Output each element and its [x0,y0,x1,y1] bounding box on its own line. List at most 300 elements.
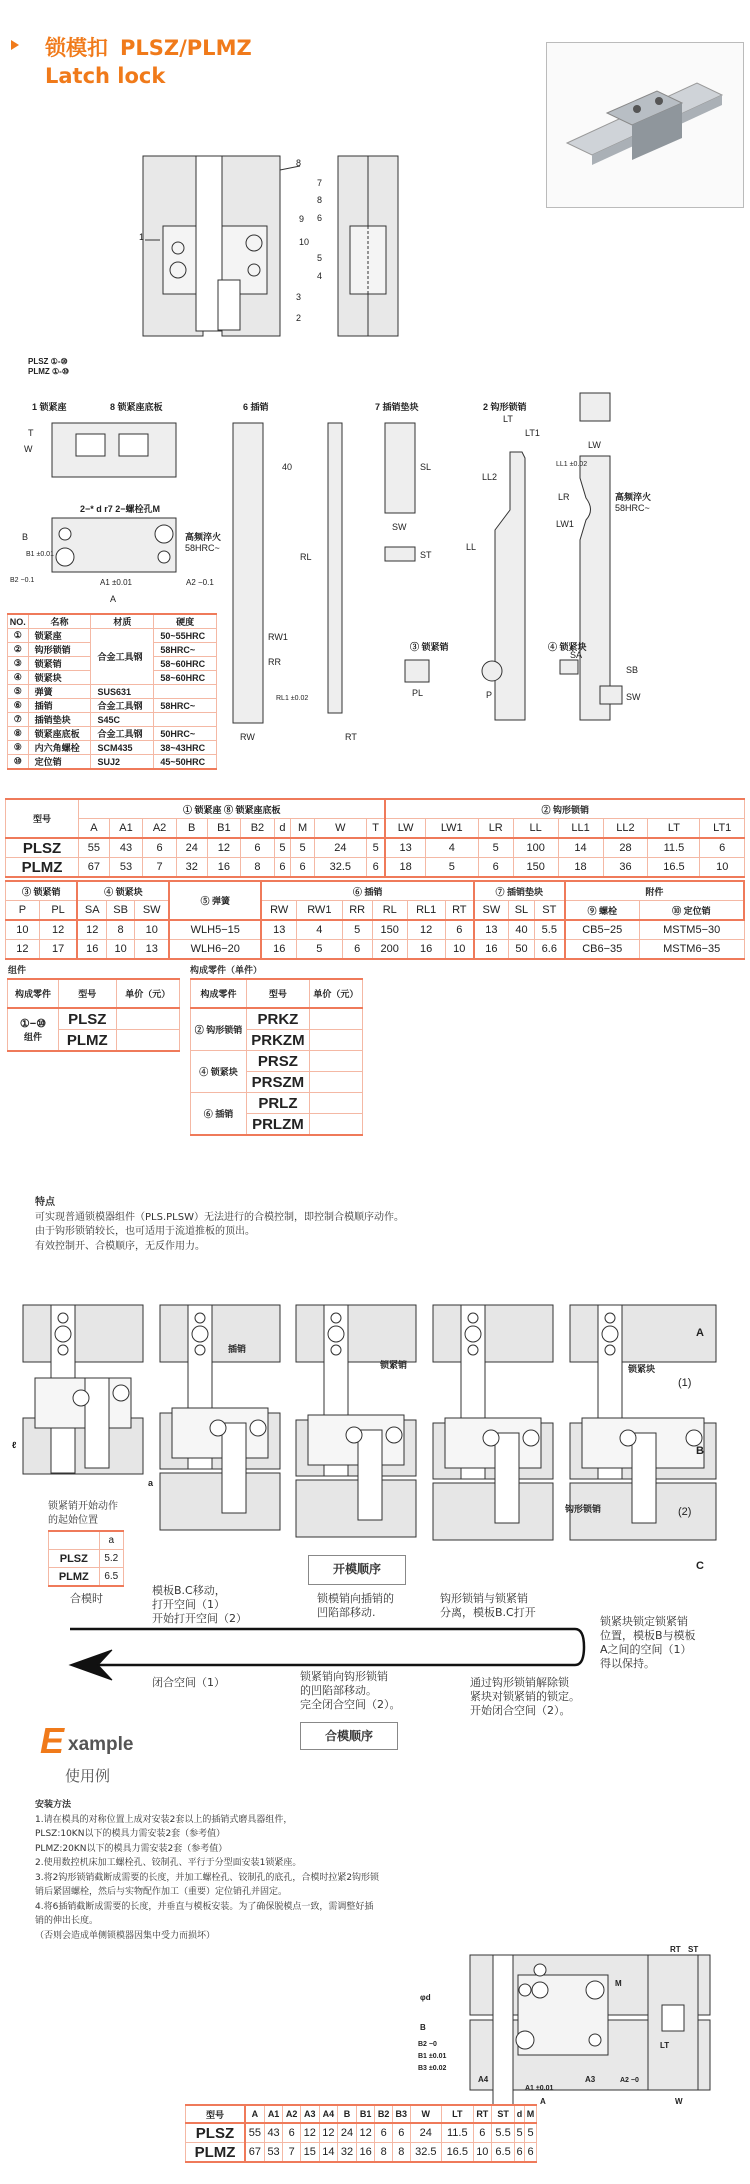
callout-3: 3 [296,292,302,302]
feature-line: 由于钩形锁销较长，也可适用于流道推板的顶出。 [35,1226,255,1237]
single-header-row [191,979,363,1008]
step-line: 锁紧块锁定锁紧销 [600,1615,688,1628]
material-cell: 合金工具钢 [91,699,154,713]
dim-LL: LL [466,542,477,552]
column-header: RR [342,901,372,921]
column-header: M [291,819,315,839]
bolt-circle [58,1345,68,1355]
value-cell: 8 [375,2143,393,2163]
label-part-1: 1 锁紧座 [32,402,67,412]
column-header: LT [648,819,700,839]
column-header: SL [508,901,534,921]
dim-LT1: LT1 [525,428,540,438]
install-line: 销的伸出长度。 [35,1916,99,1926]
value-cell: 16 [207,858,241,878]
column-header: A1 [264,2105,283,2123]
label-lock-block: 锁紧块 [628,1364,656,1374]
dim-SL: SL [420,462,432,472]
value-cell: 6 [366,858,385,878]
value-cell: 13 [261,920,296,940]
material-header-cell: 名称 [28,614,91,629]
value-cell: 5 [425,858,478,878]
product-photo [546,42,744,208]
material-header-cell: 材质 [91,614,154,629]
value-cell: 6 [515,2143,525,2163]
column-header: d [274,819,291,839]
value-cell: 6 [525,2143,537,2163]
column-header: d [515,2105,525,2123]
start-position-title [48,1500,118,1528]
value-cell: 43 [109,838,143,858]
bolt-circle [465,1326,481,1342]
dim-40: 40 [282,462,293,472]
ex-dim-A: A [540,2097,546,2106]
value-cell: 32.5 [410,2143,441,2163]
ex-dim-LT: LT [660,2041,670,2050]
section-marker-icon [11,40,19,50]
column-header: LW [385,819,425,839]
material-cell [154,713,217,727]
dim-A: A [110,594,117,604]
dim-RL: RL [300,552,312,562]
value-cell: 55 [79,838,110,858]
value-cell: 4 [425,838,478,858]
applies-plsz: PLSZ ①-⑩ [28,357,68,366]
title-model: PLSZ/PLMZ [120,36,252,60]
material-cell: 50HRC~ [154,727,217,741]
ex-dim-W: W [675,2097,683,2106]
value-cell: 14 [319,2143,338,2163]
hook-pin [222,1423,246,1513]
column-header: SW [474,901,509,921]
step-line: 闭合空间（1） [152,1676,225,1689]
table-row [6,920,745,940]
column-header: SW [135,901,170,921]
single-model: PRLZM [247,1114,310,1136]
value-cell: 10 [700,858,745,878]
start-pos-value: 6.5 [99,1568,123,1587]
bolt-circle [55,1326,71,1342]
column-header: LL1 [558,819,603,839]
value-cell: 17 [39,940,77,960]
step-line: 通过钩形锁销解除锁 [470,1676,569,1689]
value-cell: 11.5 [648,838,700,858]
label-plate-a: A [696,1327,704,1339]
value-cell: 12 [207,838,241,858]
dim-RW1: RW1 [268,632,288,642]
column-header: W [410,2105,441,2123]
value-cell: 12 [300,2123,319,2143]
material-cell: ⑦ [8,713,29,727]
callout-9: 9 [299,214,305,224]
sequence-panels [23,1305,716,1540]
callout-8b: 8 [317,195,323,205]
step-line: 紧块对锁紧销的锁定。 [470,1690,580,1703]
example-title: xample [68,1734,134,1755]
column-header: RW [261,901,296,921]
value-cell: 12 [77,920,106,940]
sets-header-cell: 型号 [58,979,116,1008]
value-cell: 13 [135,940,170,960]
material-cell: ⑧ [8,727,29,741]
start-pos-line: 锁紧销开始动作 [48,1501,118,1512]
sets-header-cell: 构成零件 [8,979,59,1008]
table-row [191,1008,363,1030]
column-header: LL [513,819,558,839]
install-line: 1.请在模具的对称位置上成对安装2套以上的插销式磨具器组件， [35,1814,293,1825]
value-cell: 16.5 [648,858,700,878]
lock-pin-circle [346,1427,362,1443]
group-header: ⑤ 弹簧 [169,881,261,920]
material-cell: 弹簧 [28,685,91,699]
column-header: LT1 [700,819,745,839]
dim-SA: SA [570,650,583,660]
dim-A1: A1 ±0.01 [100,578,132,587]
callout-1: 1 [139,232,145,242]
value-cell: 12 [319,2123,338,2143]
value-cell: 150 [513,858,558,878]
bolt-circle [468,1313,478,1323]
dim-LT: LT [503,414,513,424]
material-cell: ⑤ [8,685,29,699]
column-header: B3 [392,2105,410,2123]
group-header: ③ 锁紧销 [6,881,78,901]
step-line: 锁紧销向钩形锁销 [300,1670,388,1683]
dim-B: B [22,532,29,542]
column-header: SB [107,901,135,921]
value-cell: 12 [407,920,445,940]
plate-c [296,1480,416,1537]
callout-6: 6 [317,213,323,223]
single-part-cell: ⑥ 插销 [191,1093,247,1136]
column-header: M [525,2105,537,2123]
dim-SB: SB [626,665,639,675]
callout-10: 10 [299,237,310,247]
column-header: RT [445,901,474,921]
material-cell: 锁紧座底板 [28,727,91,741]
value-cell: 6 [283,2123,301,2143]
material-cell: ⑨ [8,741,29,755]
column-header: RL [372,901,407,921]
material-cell: 锁紧座 [28,629,91,643]
step-line: 钩形锁销与锁紧销 [440,1592,528,1605]
material-cell: 插销垫块 [28,713,91,727]
example-header-row [186,2105,537,2123]
single-price [309,1072,362,1093]
value-cell: 32 [338,2143,357,2163]
table-row [186,2123,537,2143]
column-header: ⑩ 定位销 [639,901,744,921]
bolt-circle [523,1430,539,1446]
ex-dim-A4: A4 [478,2075,489,2084]
value-cell: 5 [342,920,372,940]
value-cell: 53 [109,858,143,878]
label-plate-c: C [696,1560,704,1572]
dimension-table-2 [5,880,745,960]
install-line: 4.将6插销截断成需要的长度，并垂直与模板安装。为了确保脱模点一致，需调整好插 [35,1901,374,1912]
material-cell: 内六角螺栓 [28,741,91,755]
column-header: ⑨ 螺栓 [565,901,640,921]
value-cell: CB6−35 [565,940,640,960]
label-a: a [148,1478,154,1488]
value-cell: 5 [291,838,315,858]
sets-model: PLSZ [58,1008,116,1030]
single-parts-table [190,978,363,1136]
value-cell: 100 [513,838,558,858]
install-line: PLSZ:10KN以下的模具力需安装2套（参考值） [35,1829,226,1839]
dim-T: T [28,428,34,438]
value-cell: 5 [297,940,342,960]
step-line: 模板B.C移动， [152,1584,226,1597]
value-cell: 11.5 [442,2123,473,2143]
single-header-cell: 单价（元） [309,979,362,1008]
table-row [6,858,745,878]
value-cell: 24 [338,2123,357,2143]
value-cell: 5 [274,838,291,858]
value-cell: 24 [410,2123,441,2143]
material-cell: SCM435 [91,741,154,755]
column-header: A2 [283,2105,301,2123]
plate-a [570,1305,716,1362]
single-price [309,1008,362,1030]
sets-header-cell: 单价（元） [116,979,179,1008]
value-cell: 6 [375,2123,393,2143]
lock-pin-circle [620,1430,636,1446]
column-header: T [366,819,385,839]
dim-ST: ST [420,550,432,560]
feature-line: 有效控制开、合模顺序，无反作用力。 [35,1240,205,1252]
value-cell: 18 [385,858,425,878]
value-cell: 8 [241,858,275,878]
ex-dim-B1: B1 ±0.01 [418,2053,447,2060]
dim-W: W [24,444,33,454]
bolt-circle [386,1427,402,1443]
column-header: B2 [375,2105,393,2123]
hook-pin [85,1378,109,1468]
bolt-circle [113,1385,129,1401]
group-header: 附件 [565,881,744,901]
single-model: PRLZ [247,1093,310,1114]
open-order-box: 开模顺序 [308,1555,406,1585]
value-cell: 13 [385,838,425,858]
column-header: A1 [109,819,143,839]
single-model: PRKZM [247,1030,310,1051]
material-cell: S45C [91,713,154,727]
column-header: LT [442,2105,473,2123]
dim-P: P [486,690,493,700]
column-header: PL [39,901,77,921]
dim-LW: LW [588,440,601,450]
material-cell: 38~43HRC [154,741,217,755]
single-parts-title: 构成零件（单件） [190,966,263,976]
group-header: ⑦ 插销垫块 [474,881,565,901]
value-cell: 6 [274,858,291,878]
label-hardening-1: 高频淬火 [185,532,222,542]
material-cell: 58~60HRC [154,671,217,685]
lock-pin-circle [73,1390,89,1406]
callout-5: 5 [317,253,323,263]
single-part-cell: ② 钩形锁销 [191,1008,247,1051]
plate-a [23,1305,143,1362]
bolt-circle [328,1326,344,1342]
single-price [309,1030,362,1051]
plate-a [160,1305,280,1362]
value-cell: 24 [314,838,366,858]
value-cell: 5.5 [534,920,564,940]
install-line: 2.使用数控机床加工螺栓孔、铰制孔、平行于分型面安装1锁紧座。 [35,1858,302,1868]
open-step [317,1592,394,1620]
applies-plmz: PLMZ ①-⑩ [28,367,70,376]
install-title: 安装方法 [35,1800,72,1810]
material-cell: 50~55HRC [154,629,217,643]
ex-dim-A3: A3 [585,2075,596,2084]
callout-2: 2 [296,313,302,323]
group-header: ② 钩形锁销 [385,799,744,819]
bolt-circle [605,1345,615,1355]
install-line: 3.将2钩形锁销截断成需要的长度，并加工螺栓孔、铰制孔的底孔，合模时拉紧2钩形锁 [35,1872,380,1883]
callout-7: 7 [317,178,323,188]
material-cell: ⑥ [8,699,29,713]
dim2-column-row [6,901,745,921]
value-cell: WLH6−20 [169,940,261,960]
label-space-1: (1) [678,1377,692,1389]
feature-line: 可实现普通锁模器组件（PLS.PLSW）无法进行的合模控制，即控制合模顺序动作。 [35,1211,404,1223]
label-pin: 插销 [228,1344,247,1354]
model-cell: PLMZ [186,2143,245,2163]
column-header: B1 [207,819,241,839]
table-row [6,940,745,960]
open-step [440,1592,536,1620]
material-row [8,699,217,713]
step-line: 分离，模板B.C打开 [440,1606,536,1619]
locked-step [600,1615,696,1671]
table-row [191,1093,363,1114]
label-part-6: 6 插销 [243,402,269,412]
material-cell: ① [8,629,29,643]
label-hook-pin: 钩形锁销 [565,1504,602,1514]
value-cell: 6 [291,858,315,878]
group-header: ⑥ 插销 [261,881,474,901]
model-cell: PLSZ [186,2123,245,2143]
column-header: W [314,819,366,839]
material-row [8,629,217,643]
dim-RR: RR [268,657,281,667]
lock-pin-circle [483,1430,499,1446]
value-cell: 16 [356,2143,375,2163]
example-table [185,2104,537,2163]
value-cell: 13 [474,920,509,940]
sets-part-sub: 组件 [23,1031,42,1042]
ex-dim-B3: B3 ±0.02 [418,2065,447,2072]
value-cell: 6.5 [492,2143,515,2163]
value-cell: 5 [515,2123,525,2143]
close-order-box: 合模顺序 [300,1722,398,1750]
lock-pin-circle [210,1420,226,1436]
bolt-circle [331,1313,341,1323]
column-header: B1 [356,2105,375,2123]
value-cell: 15 [300,2143,319,2163]
plate-a [296,1305,416,1362]
dim1-column-row [6,819,745,839]
bolt-circle [686,1430,702,1446]
material-cell: 钩形锁销 [28,643,91,657]
value-cell: 6 [241,838,275,858]
sets-price [116,1008,179,1030]
model-cell: PLSZ [6,838,79,858]
dim-SW: SW [392,522,407,532]
material-cell: ⑩ [8,755,29,770]
value-cell: 6 [700,838,745,858]
column-header: A [245,2105,264,2123]
label-part-4: ④ 锁紧块 [548,642,587,652]
material-cell: SUJ2 [91,755,154,770]
step-line: 打开空间（1） [152,1598,225,1611]
ex-dim-B: B [420,2023,426,2032]
value-cell: 16 [407,940,445,960]
single-model: PRKZ [247,1008,310,1030]
material-cell: 合金工具钢 [91,629,154,685]
column-header: B [338,2105,357,2123]
value-cell: 6 [143,838,177,858]
table-row [186,2143,537,2163]
dim-A2: A2 −0.1 [186,578,214,587]
hook-pin [632,1433,656,1523]
material-cell: 锁紧块 [28,671,91,685]
dim-B2: B2 −0.1 [10,577,35,584]
start-position-table [48,1530,124,1587]
value-cell: 36 [603,858,648,878]
features-title: 特点 [35,1197,55,1208]
value-cell: 5 [478,838,513,858]
assembly-drawing [143,156,398,336]
material-cell: SUS631 [91,685,154,699]
group-header: ① 锁紧座 ⑧ 锁紧座底板 [79,799,386,819]
value-cell: 12 [39,920,77,940]
bolt-circle [195,1345,205,1355]
column-header: LL2 [603,819,648,839]
install-instructions [35,1798,379,1943]
material-row [8,741,217,755]
dim-LL1: LL1 ±0.02 [556,461,588,468]
value-cell: 67 [245,2143,264,2163]
features [35,1196,404,1254]
value-cell: 16 [474,940,509,960]
bolt-circle [250,1420,266,1436]
single-header-cell: 型号 [247,979,310,1008]
single-part-cell: ④ 锁紧块 [191,1051,247,1093]
dim-PL: PL [412,688,424,698]
label-ell: ℓ [12,1440,17,1450]
material-row [8,685,217,699]
value-cell: 8 [392,2143,410,2163]
label-part-8: 8 锁紧座底板 [110,402,163,412]
model-cell: PLMZ [6,858,79,878]
column-header: A [79,819,110,839]
label-hardness-2: 58HRC~ [615,503,650,513]
plate-c [433,1483,553,1540]
material-cell: 合金工具钢 [91,727,154,741]
value-cell: 12 [356,2123,375,2143]
step-line: 位置，模板B与模板 [600,1629,696,1642]
label-lock-pin: 锁紧销 [380,1360,408,1370]
bolt-circle [195,1313,205,1323]
step-line: A之间的空间（1） [600,1643,692,1656]
value-cell: 7 [143,858,177,878]
value-cell: MSTM6−35 [639,940,744,960]
column-header: A2 [143,819,177,839]
sets-price [116,1030,179,1052]
start-pos-model: PLMZ [49,1568,100,1587]
